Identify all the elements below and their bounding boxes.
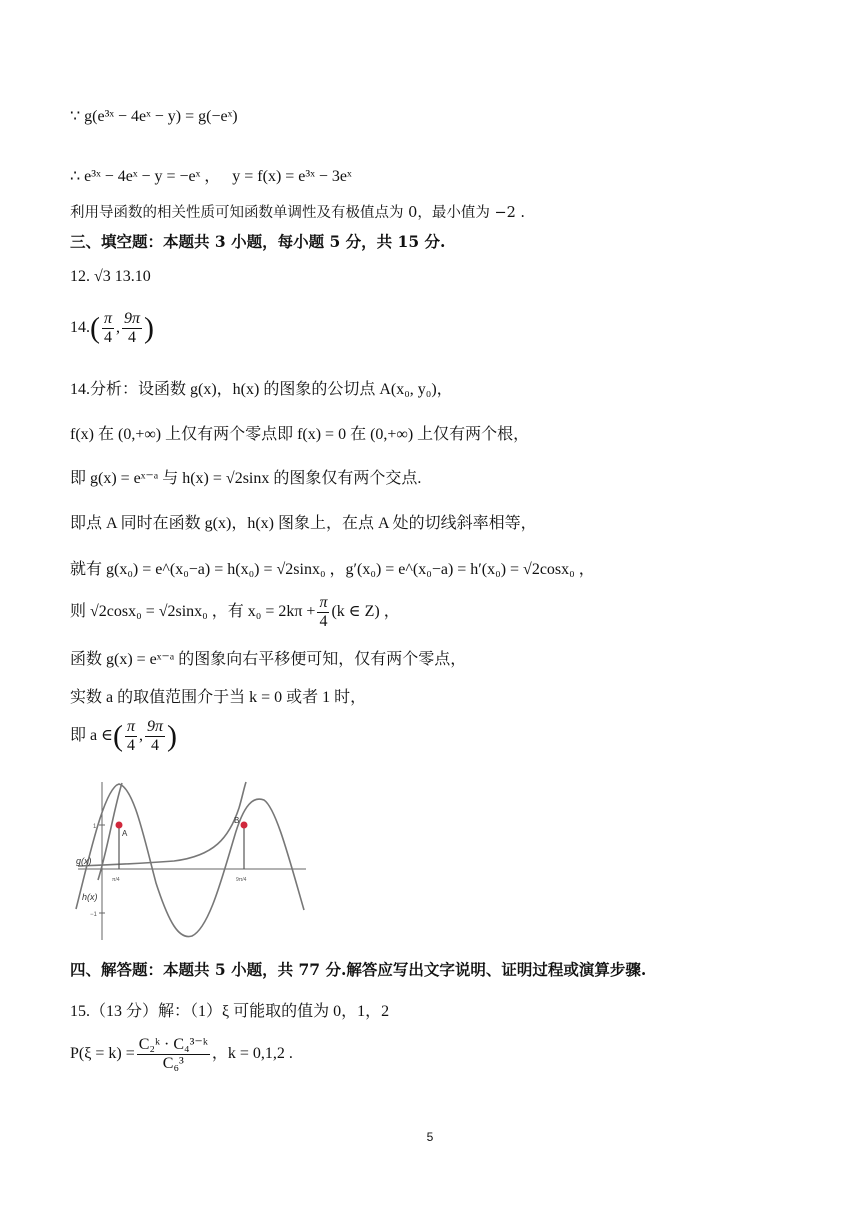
prob-lhs: P(ξ = k) =: [70, 1045, 135, 1063]
label-b: B: [234, 816, 240, 825]
answers-12-13: 12. √3 13.10: [70, 268, 151, 285]
fraction-pi-over-4-b: $\frac{\pi}{4}$: [319, 594, 328, 630]
line-therefore: [70, 163, 352, 186]
section-four-heading: 四、解答题：本题共 5 小题，共 77 分.解答应写出文字说明、证明过程或演算步骤.: [70, 960, 647, 979]
analysis-line-6: [70, 594, 400, 631]
analysis-line-4: 即点 A 同时在函数 g(x)，h(x) 图象上，在点 A 处的切线斜率相等，: [70, 515, 537, 532]
analysis-line-2: f(x) 在 (0,+∞) 上仅有两个零点即 f(x) = 0 在 (0,+∞) 上仅有两个根，: [70, 426, 530, 443]
analysis-line-5: 就有 g(x₀) = e^(x₀−a) = h(x₀) = √2sinx₀ ，g′(x₀) = e^(x₀−a) = h′(x₀) = √2cosx₀ ，: [70, 561, 595, 578]
line-given: ∵ g(e³ˣ − 4eˣ − y) = g(−eˣ): [70, 108, 238, 125]
analysis-line-3: 即 g(x) = eˣ⁻ᵃ 与 h(x) = √2sinx 的图象仅有两个交点.: [70, 470, 422, 487]
line-conclusion: 利用导函数的相关性质可知函数单调性及有极值点为 0，最小值为 −2 .: [70, 205, 526, 221]
tick-label-1: 1: [93, 824, 97, 830]
h-curve: [76, 784, 304, 937]
prob-fraction: $\frac{\text{C₂ᵏ · C₄³⁻ᵏ}}{\text{C₆³}}$: [138, 1036, 208, 1072]
fraction-pi-over-4-c: $\frac{\pi}{4}$: [126, 718, 135, 754]
tangent-graph-figure: [74, 778, 310, 944]
fraction-9pi-over-4-c: $\frac{9\pi}{4}$: [146, 718, 163, 754]
probability-formula: [70, 1036, 293, 1073]
analysis-line-6-tail: (k ∈ Z) ，: [331, 603, 400, 621]
tick-label-pi4: π/4: [112, 877, 120, 883]
point-b: [241, 822, 248, 829]
tick-label-m1: −1: [90, 912, 97, 918]
analysis-line-6-text: 则 √2cosx₀ = √2sinx₀ ，有 x₀ = 2kπ +: [70, 603, 316, 621]
tick-label-9pi4: 9π/4: [236, 877, 247, 883]
analysis-line-7: 函数 g(x) = eˣ⁻ᵃ 的图象向右平移便可知，仅有两个零点，: [70, 651, 467, 668]
answer-14-prefix: 14.: [70, 319, 90, 337]
page-number: 5: [426, 1130, 434, 1144]
g-curve: [78, 782, 246, 866]
f-definition: y = f(x) = e³ˣ − 3eˣ: [232, 168, 352, 185]
label-g: g(x): [76, 856, 92, 866]
analysis-line-1: 14.分析：设函数 g(x)，h(x) 的图象的公切点 A(x₀, y₀)，: [70, 381, 453, 398]
point-a: [116, 822, 123, 829]
answer-14: 14.( $\frac{\pi}{4}$ , $\frac{9\pi}{4}$ ): [70, 310, 155, 346]
label-a: A: [122, 829, 128, 838]
analysis-line-8: 实数 a 的取值范围介于当 k = 0 或者 1 时，: [70, 689, 367, 706]
label-h: h(x): [82, 892, 98, 902]
analysis-line-9-prefix: 即 a ∈: [70, 727, 113, 745]
question-15-intro: 15.（13 分）解：（1）ξ 可能取的值为 0，1，2: [70, 1003, 390, 1020]
analysis-line-9: 即 a ∈( $\frac{\pi}{4}$ , $\frac{9\pi}{4}$ ): [70, 718, 177, 754]
fraction-pi-over-4: $\frac{\pi}{4}$: [104, 310, 113, 346]
therefore-eq: ∴ e³ˣ − 4eˣ − y = −eˣ ，: [70, 168, 221, 185]
section-three-heading: 三、填空题：本题共 3 小题，每小题 5 分，共 15 分.: [70, 232, 446, 251]
fraction-9pi-over-4: $\frac{9\pi}{4}$: [124, 310, 141, 346]
prob-rhs: ，k = 0,1,2 .: [211, 1045, 293, 1063]
